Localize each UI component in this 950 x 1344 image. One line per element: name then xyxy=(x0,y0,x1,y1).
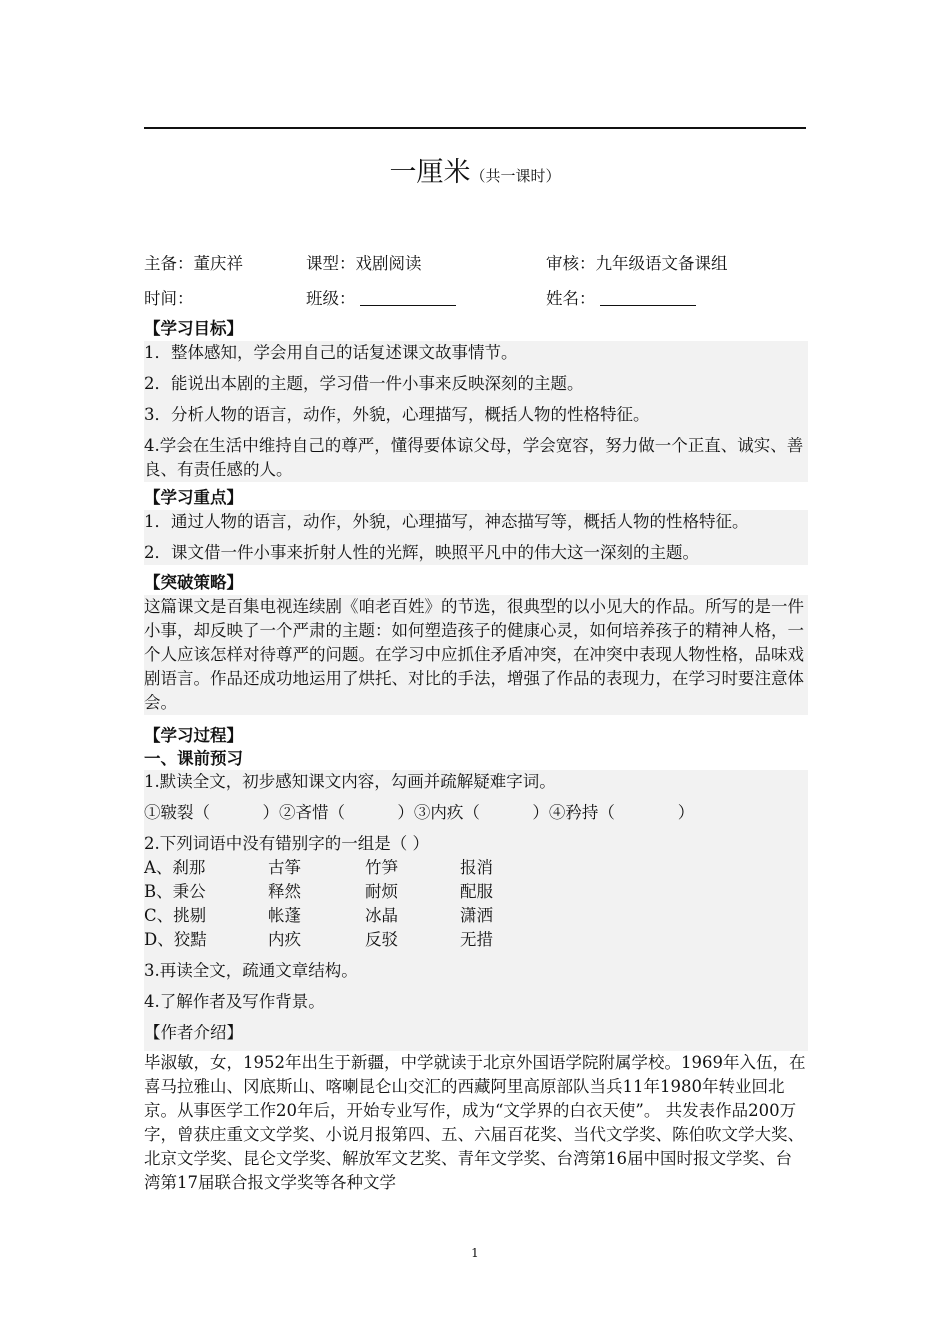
option-word: 释然 xyxy=(268,882,301,901)
option-list xyxy=(144,856,808,952)
time-label: 时间： xyxy=(144,289,194,308)
author-label: 主备：董庆祥 xyxy=(144,254,243,273)
option-word: 古筝 xyxy=(268,858,301,877)
goal-item-2: 2．能说出本剧的主题，学习借一件小事来反映深刻的主题。 xyxy=(144,374,584,393)
strategy-heading: 【突破策略】 xyxy=(144,573,243,592)
page-number: 1 xyxy=(471,1246,479,1260)
class-field xyxy=(306,285,456,309)
title-sub: （共一课时） xyxy=(470,167,561,185)
option-word: 报消 xyxy=(460,858,493,877)
keypoints-list xyxy=(144,510,808,565)
class-blank xyxy=(360,291,456,306)
review-label: 审核：九年级语文备课组 xyxy=(546,254,728,273)
option-word: 帐蓬 xyxy=(268,906,301,925)
question-3: 3.再读全文，疏通文章结构。 xyxy=(144,961,358,980)
option-word: 反驳 xyxy=(365,930,398,949)
strategy-text: 这篇课文是百集电视连续剧《咱老百姓》的节选，很典型的以小见大的作品。所写的是一件小事，却反映了一个严肃的主题：如何塑造孩子的健康心灵，如何培养孩子的精神人格，一个人应该怎样对待尊严的问题。在学习中应抓住矛盾冲突，在冲突中表现人物性格，品味戏剧语言。作品还成功地运用了烘托、对比的手法，增强了作品的表现力，在学习时要注意体会。 xyxy=(144,595,808,715)
class-label: 班级： xyxy=(306,289,356,308)
name-field xyxy=(546,285,696,309)
keypoint-item-1: 1．通过人物的语言，动作，外貌，心理描写，神态描写等，概括人物的性格特征。 xyxy=(144,512,749,531)
goals-heading: 【学习目标】 xyxy=(144,319,243,338)
goal-item-4: 4.学会在生活中维持自己的尊严，懂得要体谅父母，学会宽容，努力做一个正直、诚实、善良、有责任感的人。 xyxy=(144,436,804,479)
option-word: 竹笋 xyxy=(365,858,398,877)
question-1-words: ①皲裂（ ）②吝惜（ ）③内疚（ ）④矜持（ ） xyxy=(144,803,695,822)
option-row-c xyxy=(144,904,808,928)
author-intro-heading: 【作者介绍】 xyxy=(144,1023,243,1042)
question-2: 2.下列词语中没有错别字的一组是（ ） xyxy=(144,834,429,853)
option-word: 配服 xyxy=(460,882,493,901)
question-1: 1.默读全文，初步感知课文内容，勾画并疏解疑难字词。 xyxy=(144,772,556,791)
name-blank xyxy=(600,291,696,306)
option-word: 耐烦 xyxy=(365,882,398,901)
document-content xyxy=(144,316,808,1195)
goal-item-1: 1．整体感知，学会用自己的话复述课文故事情节。 xyxy=(144,343,518,362)
author-intro-text: 毕淑敏，女，1952年出生于新疆，中学就读于北京外国语学院附属学校。1969年入伍，在喜马拉雅山、冈底斯山、喀喇昆仑山交汇的西藏阿里高原部队当兵11年1980年转业回北京。从事医学工作20年后，开始专业写作，成为“文学界的白衣天使”。 共发表作品200万字，曾获庄重文文学奖、小说月报第四、五、六届百花奖、当代文学奖、陈伯吹文学大奖、北京文学奖、昆仑文学奖、解放军文艺奖、青年文学奖、台湾第16届中国时报文学奖、台湾第17届联合报文学奖等各种文学 xyxy=(144,1053,806,1192)
preview-block xyxy=(144,770,808,1051)
keypoint-item-2: 2．课文借一件小事来折射人性的光辉，映照平凡中的伟大这一深刻的主题。 xyxy=(144,543,699,562)
goal-item-3: 3．分析人物的语言，动作，外貌，心理描写，概括人物的性格特征。 xyxy=(144,405,650,424)
option-row-d xyxy=(144,928,808,952)
option-word: B、秉公 xyxy=(144,882,206,901)
question-4: 4.了解作者及写作背景。 xyxy=(144,992,325,1011)
option-row-a xyxy=(144,856,808,880)
option-word: 潇洒 xyxy=(460,906,493,925)
keypoints-heading: 【学习重点】 xyxy=(144,488,243,507)
option-row-b xyxy=(144,880,808,904)
option-word: C、挑剔 xyxy=(144,906,207,925)
option-word: 内疚 xyxy=(268,930,301,949)
option-word: A、刹那 xyxy=(144,858,206,877)
option-word: 无措 xyxy=(460,930,493,949)
type-label: 课型：戏剧阅读 xyxy=(306,254,422,273)
process-heading: 【学习过程】 xyxy=(144,726,243,745)
option-word: 冰晶 xyxy=(365,906,398,925)
top-rule xyxy=(144,127,806,129)
name-label: 姓名： xyxy=(546,289,596,308)
section-preview-heading: 一、课前预习 xyxy=(144,749,243,768)
page-title xyxy=(0,150,950,189)
title-main: 一厘米 xyxy=(389,157,471,188)
option-word: D、狡黠 xyxy=(144,930,207,949)
goals-list xyxy=(144,341,808,482)
